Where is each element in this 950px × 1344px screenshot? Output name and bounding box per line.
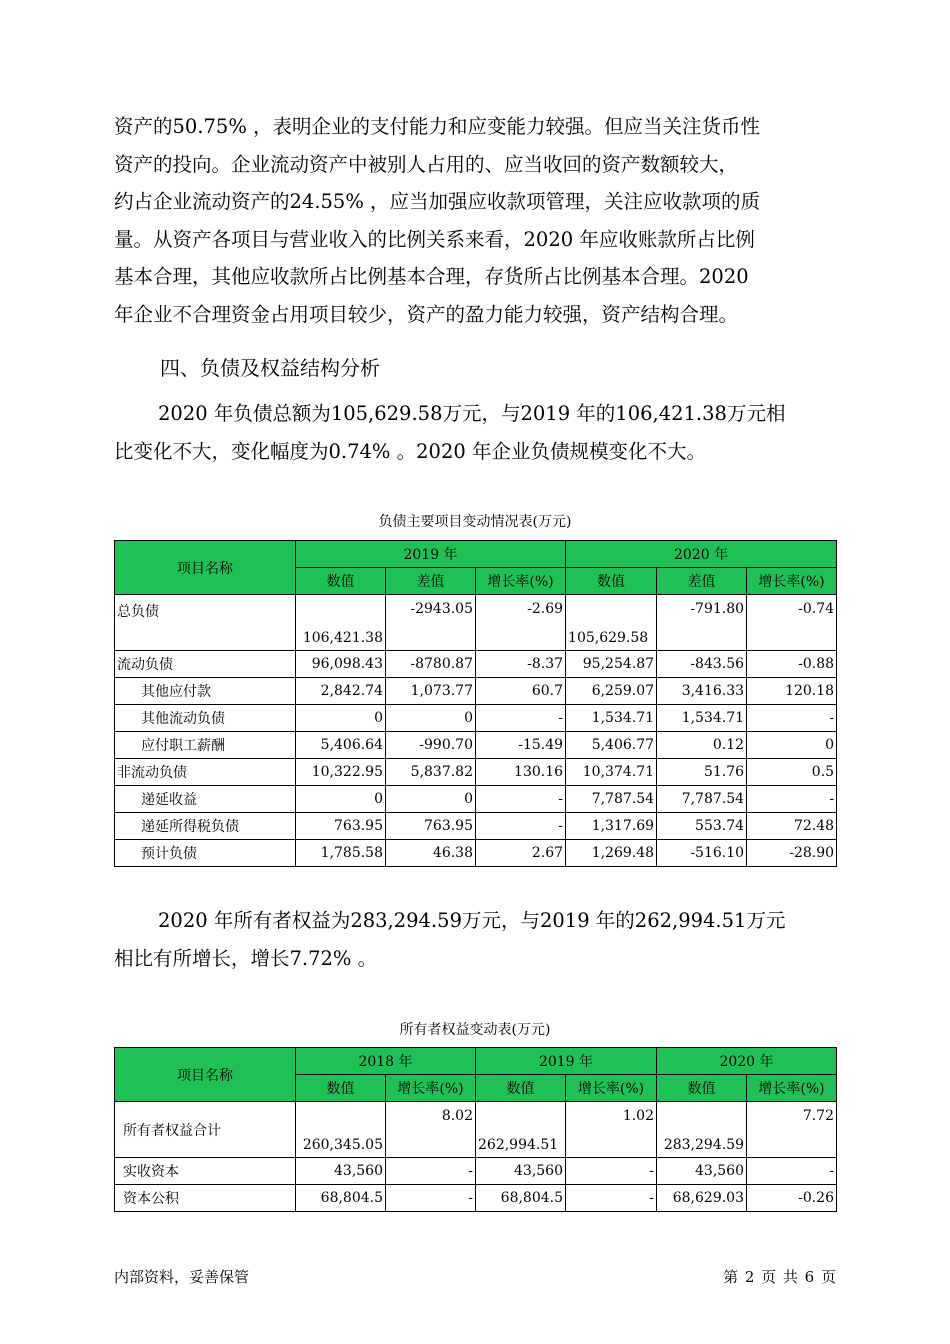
cell-value: 106,421.38 bbox=[296, 595, 386, 651]
cell-growth-rate: - bbox=[386, 1185, 476, 1212]
table-row bbox=[115, 1102, 837, 1158]
cell-growth-rate: 1.02 bbox=[566, 1102, 657, 1158]
cell-difference: 46.38 bbox=[386, 840, 476, 867]
cell-difference: -8780.87 bbox=[386, 651, 476, 678]
header-growth-rate: 增长率(%) bbox=[747, 568, 837, 595]
cell-growth-rate: -0.26 bbox=[747, 1185, 837, 1212]
table-row bbox=[115, 705, 837, 732]
table-caption-liabilities: 负债主要项目变动情况表(万元) bbox=[378, 514, 572, 530]
row-label: 总负债 bbox=[115, 595, 296, 651]
cell-value: 0 bbox=[296, 705, 386, 732]
row-label: 其他应付款 bbox=[115, 678, 296, 705]
cell-value: 260,345.05 bbox=[296, 1102, 386, 1158]
cell-value: 0 bbox=[296, 786, 386, 813]
cell-growth-rate: 2.67 bbox=[476, 840, 566, 867]
table-row bbox=[115, 813, 837, 840]
cell-value: 10,322.95 bbox=[296, 759, 386, 786]
header-growth-rate: 增长率(%) bbox=[566, 1075, 657, 1102]
cell-value: 1,534.71 bbox=[566, 705, 657, 732]
cell-difference: 0.12 bbox=[657, 732, 747, 759]
text-line: 2020 年负债总额为105,629.58万元，与2019 年的106,421.38万元相 bbox=[158, 402, 786, 425]
cell-value: 43,560 bbox=[296, 1158, 386, 1185]
section-heading: 四、负债及权益结构分析 bbox=[160, 356, 380, 380]
table-row bbox=[115, 651, 837, 678]
paragraph-liability-summary bbox=[114, 395, 836, 470]
cell-growth-rate: 8.02 bbox=[386, 1102, 476, 1158]
cell-difference: 0 bbox=[386, 705, 476, 732]
cell-value: 5,406.77 bbox=[566, 732, 657, 759]
cell-growth-rate: 72.48 bbox=[747, 813, 837, 840]
cell-value: 43,560 bbox=[657, 1158, 747, 1185]
paragraph-asset-analysis bbox=[114, 108, 836, 333]
cell-difference: -516.10 bbox=[657, 840, 747, 867]
text-line: 年企业不合理资金占用项目较少，资产的盈力能力较强，资产结构合理。 bbox=[114, 302, 739, 326]
liabilities-table bbox=[114, 540, 837, 867]
cell-growth-rate: - bbox=[476, 786, 566, 813]
cell-difference: -990.70 bbox=[386, 732, 476, 759]
table-row bbox=[115, 1185, 837, 1212]
cell-growth-rate: 60.7 bbox=[476, 678, 566, 705]
table-row bbox=[115, 786, 837, 813]
row-label: 非流动负债 bbox=[115, 759, 296, 786]
header-growth-rate: 增长率(%) bbox=[476, 568, 566, 595]
text-line: 相比有所增长，增长7.72% 。 bbox=[114, 946, 378, 970]
paragraph-equity-summary bbox=[114, 902, 836, 977]
row-label: 流动负债 bbox=[115, 651, 296, 678]
row-label: 递延所得税负债 bbox=[115, 813, 296, 840]
cell-growth-rate: 0.5 bbox=[747, 759, 837, 786]
text-line: 基本合理，其他应收款所占比例基本合理，存货所占比例基本合理。2020 bbox=[114, 265, 749, 288]
cell-growth-rate: -0.74 bbox=[747, 595, 837, 651]
table-row bbox=[115, 840, 837, 867]
header-year: 2020 年 bbox=[657, 1048, 837, 1075]
cell-difference: 763.95 bbox=[386, 813, 476, 840]
footer-page-number: 第 2 页 共 6 页 bbox=[723, 1268, 836, 1286]
header-year: 2019 年 bbox=[476, 1048, 657, 1075]
row-label: 实收资本 bbox=[115, 1158, 296, 1185]
cell-difference: 1,534.71 bbox=[657, 705, 747, 732]
text-line: 约占企业流动资产的24.55% ，应当加强应收款项管理，关注应收款项的质 bbox=[114, 190, 761, 213]
cell-value: 43,560 bbox=[476, 1158, 566, 1185]
cell-value: 105,629.58 bbox=[566, 595, 657, 651]
cell-difference: 1,073.77 bbox=[386, 678, 476, 705]
footer-confidential-note: 内部资料，妥善保管 bbox=[114, 1268, 250, 1286]
cell-growth-rate: 120.18 bbox=[747, 678, 837, 705]
header-difference: 差值 bbox=[657, 568, 747, 595]
row-label: 递延收益 bbox=[115, 786, 296, 813]
table-row bbox=[115, 732, 837, 759]
cell-difference: 7,787.54 bbox=[657, 786, 747, 813]
table-header-row bbox=[115, 541, 837, 568]
text-line: 资产的50.75% ，表明企业的支付能力和应变能力较强。但应当关注货币性 bbox=[114, 115, 761, 138]
header-growth-rate: 增长率(%) bbox=[747, 1075, 837, 1102]
cell-difference: 5,837.82 bbox=[386, 759, 476, 786]
text-line: 比变化不大，变化幅度为0.74% 。2020 年企业负债规模变化不大。 bbox=[114, 439, 706, 463]
cell-value: 68,629.03 bbox=[657, 1185, 747, 1212]
row-label: 所有者权益合计 bbox=[115, 1102, 296, 1158]
header-growth-rate: 增长率(%) bbox=[386, 1075, 476, 1102]
cell-value: 95,254.87 bbox=[566, 651, 657, 678]
row-label: 预计负债 bbox=[115, 840, 296, 867]
header-item-name: 项目名称 bbox=[115, 1048, 296, 1102]
table-row bbox=[115, 678, 837, 705]
row-label: 应付职工薪酬 bbox=[115, 732, 296, 759]
cell-value: 7,787.54 bbox=[566, 786, 657, 813]
cell-value: 1,269.48 bbox=[566, 840, 657, 867]
row-label: 其他流动负债 bbox=[115, 705, 296, 732]
equity-table bbox=[114, 1047, 837, 1212]
cell-growth-rate: -0.88 bbox=[747, 651, 837, 678]
cell-value: 10,374.71 bbox=[566, 759, 657, 786]
cell-growth-rate: - bbox=[566, 1158, 657, 1185]
header-value: 数值 bbox=[657, 1075, 747, 1102]
row-label: 资本公积 bbox=[115, 1185, 296, 1212]
text-line: 2020 年所有者权益为283,294.59万元，与2019 年的262,994.51万元 bbox=[158, 909, 786, 932]
cell-value: 283,294.59 bbox=[657, 1102, 747, 1158]
cell-difference: 3,416.33 bbox=[657, 678, 747, 705]
cell-difference: 51.76 bbox=[657, 759, 747, 786]
table-row bbox=[115, 759, 837, 786]
cell-growth-rate: - bbox=[747, 786, 837, 813]
cell-value: 262,994.51 bbox=[476, 1102, 566, 1158]
cell-growth-rate: - bbox=[476, 813, 566, 840]
cell-growth-rate: -2.69 bbox=[476, 595, 566, 651]
cell-difference: 553.74 bbox=[657, 813, 747, 840]
table-row bbox=[115, 595, 837, 651]
cell-growth-rate: - bbox=[386, 1158, 476, 1185]
cell-value: 68,804.5 bbox=[476, 1185, 566, 1212]
cell-value: 68,804.5 bbox=[296, 1185, 386, 1212]
header-value: 数值 bbox=[296, 568, 386, 595]
cell-difference: -843.56 bbox=[657, 651, 747, 678]
header-difference: 差值 bbox=[386, 568, 476, 595]
table-row bbox=[115, 1158, 837, 1185]
cell-growth-rate: -8.37 bbox=[476, 651, 566, 678]
header-year: 2020 年 bbox=[566, 541, 837, 568]
cell-growth-rate: - bbox=[566, 1185, 657, 1212]
table-header-row bbox=[115, 1048, 837, 1075]
cell-value: 1,785.58 bbox=[296, 840, 386, 867]
header-value: 数值 bbox=[476, 1075, 566, 1102]
header-item-name: 项目名称 bbox=[115, 541, 296, 595]
header-value: 数值 bbox=[566, 568, 657, 595]
cell-growth-rate: 7.72 bbox=[747, 1102, 837, 1158]
cell-growth-rate: -28.90 bbox=[747, 840, 837, 867]
cell-difference: -2943.05 bbox=[386, 595, 476, 651]
cell-value: 763.95 bbox=[296, 813, 386, 840]
header-year: 2019 年 bbox=[296, 541, 566, 568]
header-year: 2018 年 bbox=[296, 1048, 476, 1075]
cell-difference: 0 bbox=[386, 786, 476, 813]
cell-growth-rate: 130.16 bbox=[476, 759, 566, 786]
cell-value: 1,317.69 bbox=[566, 813, 657, 840]
text-line: 量。从资产各项目与营业收入的比例关系来看，2020 年应收账款所占比例 bbox=[114, 227, 755, 251]
cell-growth-rate: -15.49 bbox=[476, 732, 566, 759]
cell-difference: -791.80 bbox=[657, 595, 747, 651]
cell-value: 6,259.07 bbox=[566, 678, 657, 705]
cell-growth-rate: - bbox=[476, 705, 566, 732]
text-line: 资产的投向。企业流动资产中被别人占用的、应当收回的资产数额较大， bbox=[114, 152, 739, 176]
cell-value: 2,842.74 bbox=[296, 678, 386, 705]
header-value: 数值 bbox=[296, 1075, 386, 1102]
cell-value: 5,406.64 bbox=[296, 732, 386, 759]
table-caption-equity: 所有者权益变动表(万元) bbox=[399, 1022, 551, 1038]
cell-growth-rate: 0 bbox=[747, 732, 837, 759]
cell-growth-rate: - bbox=[747, 705, 837, 732]
cell-value: 96,098.43 bbox=[296, 651, 386, 678]
cell-growth-rate: - bbox=[747, 1158, 837, 1185]
